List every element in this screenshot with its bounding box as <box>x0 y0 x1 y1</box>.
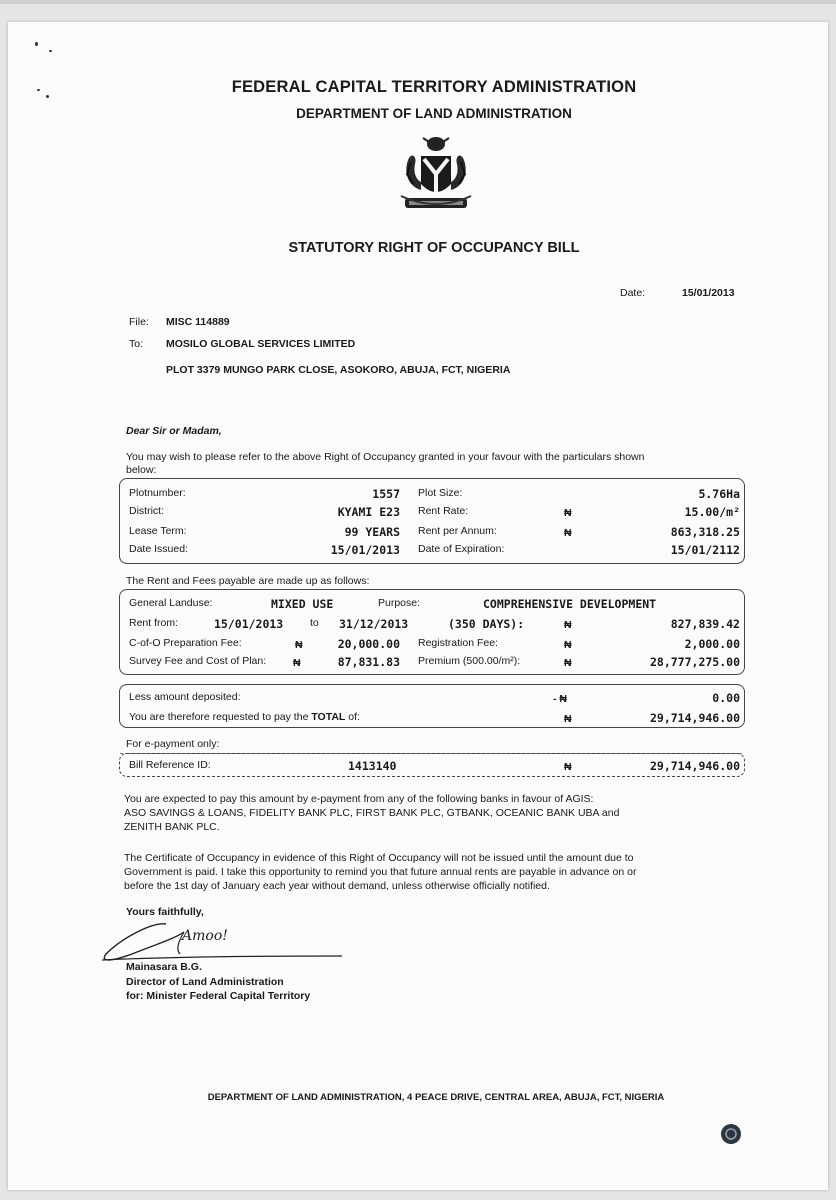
total-value: 29,714,946.00 <box>649 711 740 725</box>
date-label: Date: <box>620 287 646 299</box>
agency-name: FEDERAL CAPITAL TERRITORY ADMINISTRATION <box>231 78 637 96</box>
banks-line-2: ASO SAVINGS & LOANS, FIDELITY BANK PLC, FIRST BANK PLC, GTBANK, OCEANIC BANK UBA and <box>124 807 620 819</box>
top-bar <box>0 0 836 4</box>
epayment-label: For e-payment only: <box>126 738 220 750</box>
bill-reference-label: Bill Reference ID: <box>129 759 211 771</box>
intro-line-1: You may wish to please refer to the above Right of Occupancy granted in your favour with the particulars shown <box>126 451 645 463</box>
landuse-value: MIXED USE <box>271 597 334 611</box>
cofo-fee-currency: ₦ <box>295 639 303 651</box>
date-issued-label: Date Issued: <box>129 543 188 555</box>
file-number: MISC 114889 <box>166 316 230 328</box>
rent-to-word: to <box>310 617 319 629</box>
footer-address: DEPARTMENT OF LAND ADMINISTRATION, 4 PEACE DRIVE, CENTRAL AREA, ABUJA, FCT, NIGERIA <box>207 1092 665 1103</box>
total-label: You are therefore requested to pay the TOTAL of: <box>129 711 360 723</box>
district-label: District: <box>129 505 164 517</box>
signatory-name: Mainasara B.G. <box>126 961 202 973</box>
lease-term-value: 99 YEARS <box>344 525 400 539</box>
plot-number-value: 1557 <box>372 487 400 501</box>
rent-currency: ₦ <box>564 619 572 631</box>
rent-days-value: (350 DAYS): <box>448 617 525 631</box>
landuse-label: General Landuse: <box>129 597 213 609</box>
survey-fee-currency: ₦ <box>293 657 301 669</box>
rent-rate-label: Rent Rate: <box>418 505 469 517</box>
cofo-notice-line-2: Government is paid. I take this opportunity to remind you that future annual rents are payable in advance on or <box>124 866 637 878</box>
plot-number-label: Plotnumber: <box>129 487 186 499</box>
date-value: 15/01/2013 <box>682 287 735 299</box>
file-label: File: <box>129 316 149 328</box>
coat-of-arms-emblem <box>393 134 479 216</box>
signature-handwriting: Amoo! <box>182 928 228 944</box>
date-issued-value: 15/01/2013 <box>330 543 400 557</box>
cofo-fee-label: C-of-O Preparation Fee: <box>129 637 242 649</box>
premium-value: 28,777,275.00 <box>649 655 740 669</box>
registration-fee-label: Registration Fee: <box>418 637 498 649</box>
intro-line-2: below: <box>126 464 157 476</box>
rent-from-label: Rent from: <box>129 617 179 629</box>
banks-line-3: ZENITH BANK PLC. <box>124 821 220 833</box>
plot-size-value: 5.76Ha <box>698 487 740 501</box>
registration-fee-value: 2,000.00 <box>684 637 740 651</box>
closing: Yours faithfully, <box>126 906 204 918</box>
rent-from-value: 15/01/2013 <box>214 617 284 631</box>
deposit-value: 0.00 <box>712 691 740 705</box>
addressee-address: PLOT 3379 MUNGO PARK CLOSE, ASOKORO, ABUJA, FCT, NIGERIA <box>166 364 511 376</box>
premium-label: Premium (500.00/m²): <box>418 655 521 667</box>
document-page <box>8 22 828 1190</box>
rent-rate-value: 15.00/m² <box>684 505 740 519</box>
rent-rate-currency: ₦ <box>564 507 572 519</box>
premium-currency: ₦ <box>564 657 572 669</box>
signatory-for: for: Minister Federal Capital Territory <box>126 990 311 1002</box>
bill-reference-amount: 29,714,946.00 <box>649 759 740 773</box>
expiry-date-label: Date of Expiration: <box>418 543 505 555</box>
deposit-currency: - ₦ <box>553 693 567 705</box>
survey-fee-label: Survey Fee and Cost of Plan: <box>129 655 267 667</box>
bill-reference-currency: ₦ <box>564 761 572 773</box>
corner-badge-icon <box>720 1123 742 1145</box>
plot-size-label: Plot Size: <box>418 487 463 499</box>
department-name: DEPARTMENT OF LAND ADMINISTRATION <box>296 106 572 121</box>
rent-to-value: 31/12/2013 <box>339 617 409 631</box>
bill-reference-id: 1413140 <box>348 759 397 773</box>
cofo-notice-line-3: before the 1st day of January each year without demand, unless otherwise officially notified. <box>124 880 550 892</box>
document-title: STATUTORY RIGHT OF OCCUPANCY BILL <box>288 240 580 256</box>
salutation: Dear Sir or Madam, <box>126 425 222 437</box>
rent-per-annum-value: 863,318.25 <box>670 525 740 539</box>
to-label: To: <box>129 338 144 350</box>
purpose-label: Purpose: <box>378 597 421 609</box>
banks-line-1: You are expected to pay this amount by e-payment from any of the following banks in favour of AGIS: <box>124 793 594 805</box>
purpose-value: COMPREHENSIVE DEVELOPMENT <box>483 597 657 611</box>
cofo-notice-line-1: The Certificate of Occupancy in evidence of this Right of Occupancy will not be issued until the amount due to <box>124 852 634 864</box>
signatory-title: Director of Land Administration <box>126 976 284 988</box>
rent-per-annum-currency: ₦ <box>564 527 572 539</box>
district-value: KYAMI E23 <box>337 505 400 519</box>
registration-fee-currency: ₦ <box>564 639 572 651</box>
addressee-name: MOSILO GLOBAL SERVICES LIMITED <box>166 338 356 350</box>
survey-fee-value: 87,831.83 <box>337 655 400 669</box>
total-currency: ₦ <box>564 713 572 725</box>
expiry-date-value: 15/01/2112 <box>670 543 740 557</box>
rent-per-annum-label: Rent per Annum: <box>418 525 497 537</box>
fees-intro: The Rent and Fees payable are made up as follows: <box>126 575 370 587</box>
lease-term-label: Lease Term: <box>129 525 187 537</box>
rent-amount: 827,839.42 <box>670 617 740 631</box>
cofo-fee-value: 20,000.00 <box>337 637 400 651</box>
deposit-label: Less amount deposited: <box>129 691 241 703</box>
